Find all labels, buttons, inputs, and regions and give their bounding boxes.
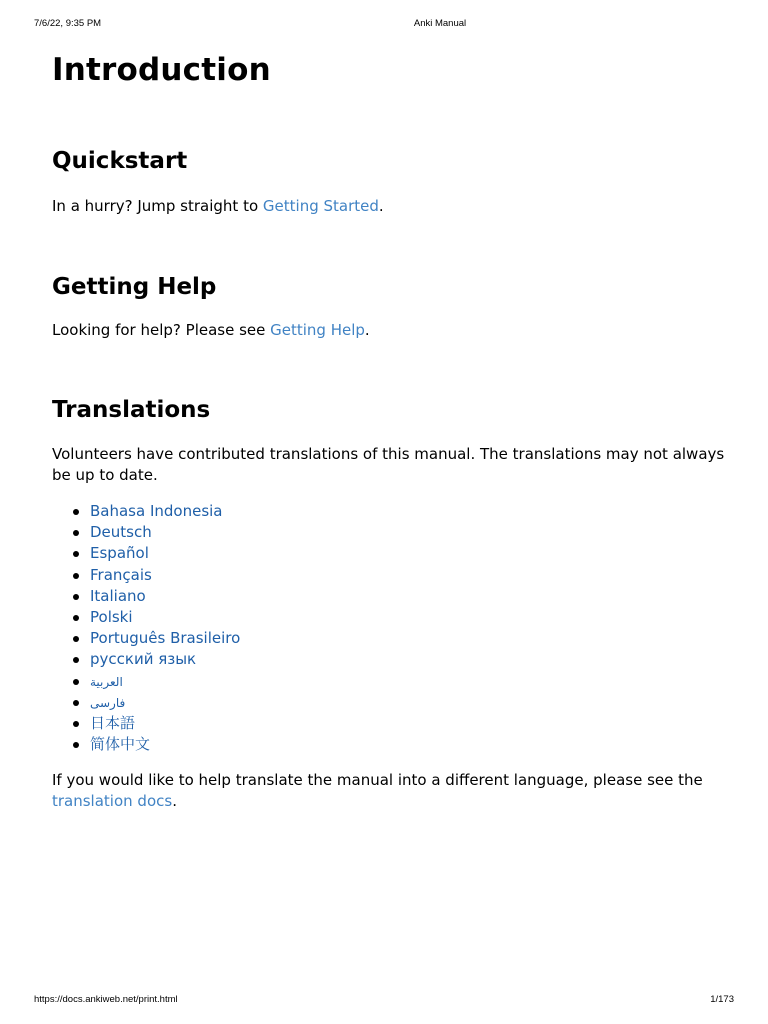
- translation-docs-link[interactable]: translation docs: [52, 792, 173, 810]
- getting-started-link[interactable]: Getting Started: [262, 197, 379, 215]
- language-link-chinese[interactable]: 简体中文: [90, 735, 151, 754]
- list-item: [52, 649, 452, 670]
- quickstart-text-end: .: [378, 197, 384, 215]
- translations-outro: [52, 770, 732, 812]
- list-item: [52, 713, 452, 734]
- print-url: https://docs.ankiweb.net/print.html: [34, 994, 178, 1005]
- getting-help-text-end: .: [364, 321, 370, 339]
- page-number: 1/173: [710, 994, 734, 1005]
- bullet-icon: [73, 700, 79, 706]
- translations-outro-end: .: [172, 792, 177, 810]
- print-datetime: 7/6/22, 9:35 PM: [34, 18, 102, 29]
- list-item: [52, 734, 452, 755]
- list-item: [52, 628, 452, 649]
- list-item: [52, 543, 452, 564]
- bullet-icon: [73, 721, 79, 727]
- getting-help-paragraph: [52, 320, 732, 341]
- print-doc-title: Anki Manual: [413, 18, 467, 29]
- bullet-icon: [73, 742, 79, 748]
- language-link-russian[interactable]: русский язык: [90, 650, 197, 669]
- language-link-arabic[interactable]: العربية: [90, 674, 123, 689]
- language-link-spanish[interactable]: Español: [90, 544, 149, 563]
- quickstart-paragraph: [52, 196, 732, 217]
- list-item: [52, 671, 452, 692]
- translations-outro-text: If you would like to help translate the manual into a different language, please see the: [52, 771, 703, 789]
- list-item: [52, 565, 452, 586]
- list-item: [52, 607, 452, 628]
- getting-help-link[interactable]: Getting Help: [270, 321, 365, 339]
- translations-list: [52, 501, 452, 755]
- getting-help-heading: Getting Help: [52, 274, 217, 300]
- bullet-icon: [73, 636, 79, 642]
- list-item: [52, 501, 452, 522]
- quickstart-text: In a hurry? Jump straight to: [52, 197, 263, 215]
- list-item: [52, 586, 452, 607]
- bullet-icon: [73, 594, 79, 600]
- getting-help-text: Looking for help? Please see: [52, 321, 271, 339]
- language-link-polish[interactable]: Polski: [90, 607, 133, 626]
- bullet-icon: [73, 551, 79, 557]
- language-link-japanese[interactable]: 日本語: [90, 713, 136, 732]
- language-link-persian[interactable]: فارسی: [90, 695, 126, 710]
- bullet-icon: [73, 573, 79, 579]
- bullet-icon: [73, 530, 79, 536]
- bullet-icon: [73, 509, 79, 515]
- page-title: Introduction: [52, 52, 271, 88]
- translations-heading: Translations: [52, 397, 211, 423]
- language-link-french[interactable]: Français: [90, 565, 152, 584]
- list-item: [52, 692, 452, 713]
- language-link-portuguese[interactable]: Português Brasileiro: [90, 629, 241, 648]
- quickstart-heading: Quickstart: [52, 148, 188, 174]
- bullet-icon: [73, 657, 79, 663]
- language-link-german[interactable]: Deutsch: [90, 523, 152, 542]
- list-item: [52, 522, 452, 543]
- language-link-indonesian[interactable]: Bahasa Indonesia: [90, 502, 223, 520]
- bullet-icon: [73, 679, 79, 685]
- language-link-italian[interactable]: Italiano: [90, 586, 146, 605]
- bullet-icon: [73, 615, 79, 621]
- translations-intro: Volunteers have contributed translations of this manual. The translations may not always be up to date.: [52, 445, 725, 484]
